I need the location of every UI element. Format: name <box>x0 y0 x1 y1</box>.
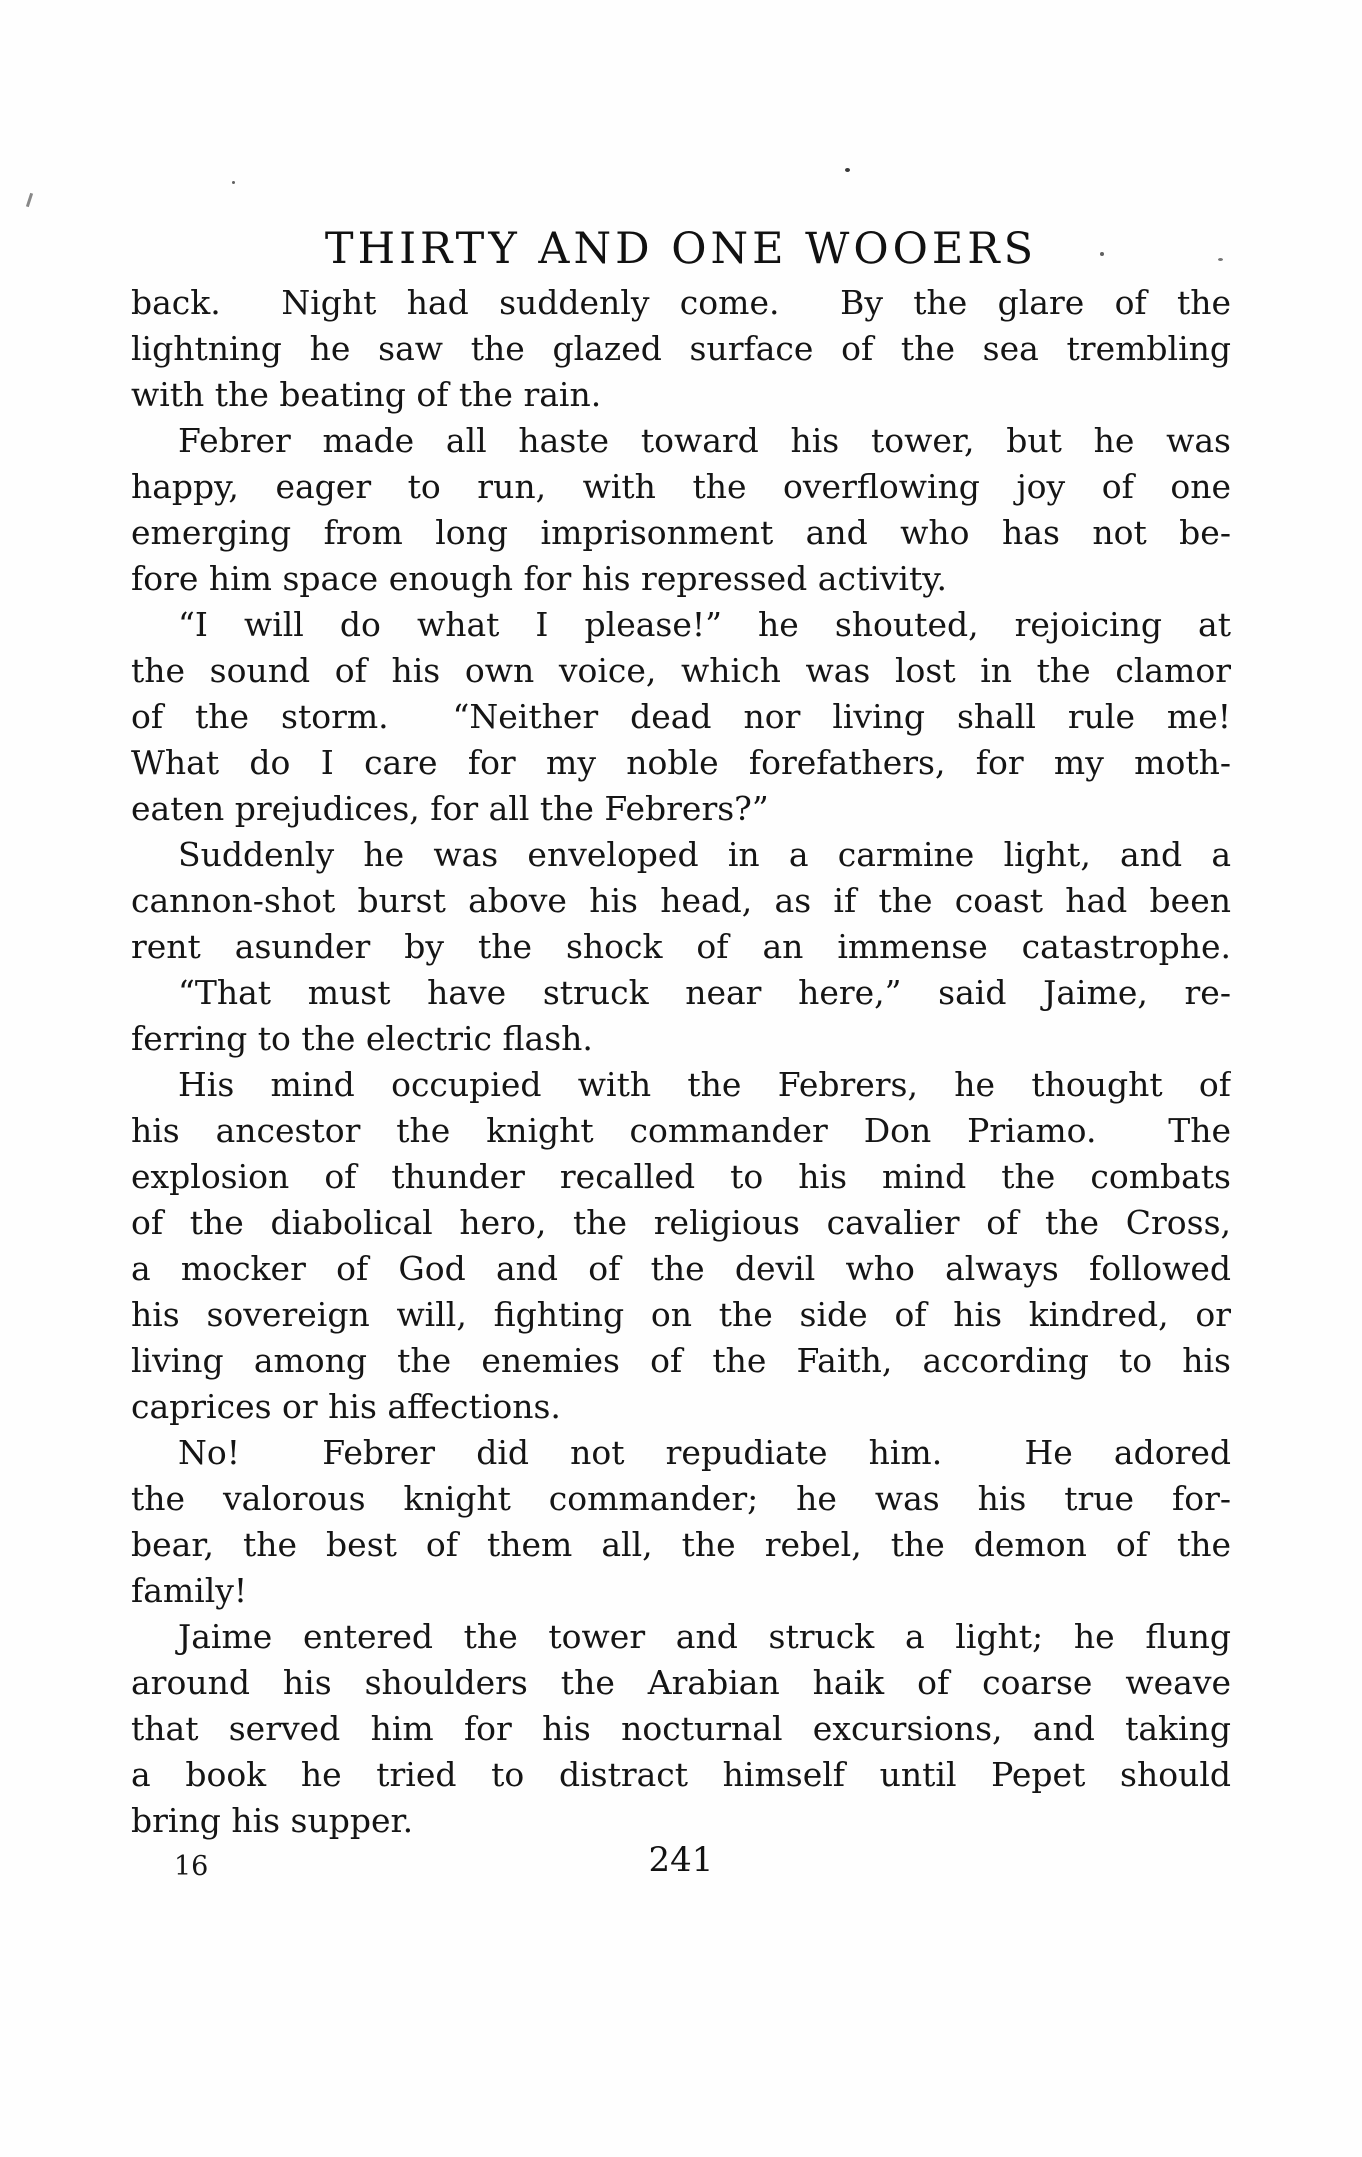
text-line: Suddenly he was enveloped in a carmine light, and a <box>178 835 1231 874</box>
text-line: rent asunder by the shock of an immense catastrophe. <box>131 927 1231 966</box>
scan-speck <box>845 168 850 172</box>
signature-number: 16 <box>174 1851 209 1882</box>
text-line: his ancestor the knight commander Don Priamo. The <box>131 1111 1231 1150</box>
text-line: lightning he saw the glazed surface of the sea trembling <box>131 329 1231 368</box>
text-line: Jaime entered the tower and struck a light; he flung <box>178 1617 1231 1656</box>
text-line: family! <box>131 1571 248 1610</box>
text-line: the valorous knight commander; he was his true for- <box>131 1479 1231 1518</box>
page-number: 241 <box>648 1840 714 1880</box>
text-line: caprices or his affections. <box>131 1387 561 1426</box>
page-title: THIRTY AND ONE WOOERS <box>324 224 1038 274</box>
text-line: his sovereign will, fighting on the side of his kindred, or <box>131 1295 1231 1334</box>
text-line: “I will do what I please!” he shouted, rejoicing at <box>178 605 1231 644</box>
text-line: emerging from long imprisonment and who has not be- <box>131 513 1231 552</box>
text-line: with the beating of the rain. <box>131 375 602 414</box>
text-line: around his shoulders the Arabian haik of coarse weave <box>131 1663 1231 1702</box>
text-line: the sound of his own voice, which was lost in the clamor <box>131 651 1231 690</box>
text-line: bring his supper. <box>131 1801 414 1840</box>
text-line: “That must have struck near here,” said Jaime, re- <box>178 973 1231 1012</box>
scan-speck <box>232 181 235 184</box>
text-line: of the diabolical hero, the religious cavalier of the Cross, <box>131 1203 1231 1242</box>
text-line: of the storm. “Neither dead nor living shall rule me! <box>131 697 1231 736</box>
scan-mark <box>26 193 33 207</box>
text-line: No! Febrer did not repudiate him. He adored <box>178 1433 1231 1472</box>
text-line: eaten prejudices, for all the Febrers?” <box>131 789 769 828</box>
text-line: His mind occupied with the Febrers, he thought of <box>178 1065 1231 1104</box>
text-line: What do I care for my noble forefathers, for my moth- <box>131 743 1231 782</box>
scan-speck <box>1218 258 1223 261</box>
text-line: fore him space enough for his repressed activity. <box>131 559 947 598</box>
text-line: bear, the best of them all, the rebel, the demon of the <box>131 1525 1231 1564</box>
text-line: back. Night had suddenly come. By the glare of the <box>131 283 1231 322</box>
text-line: a book he tried to distract himself until Pepet should <box>131 1755 1231 1794</box>
text-line: living among the enemies of the Faith, according to his <box>131 1341 1231 1380</box>
text-line: a mocker of God and of the devil who always followed <box>131 1249 1231 1288</box>
scan-speck <box>1100 252 1104 256</box>
text-line: happy, eager to run, with the overflowing joy of one <box>131 467 1231 506</box>
text-line: that served him for his nocturnal excursions, and taking <box>131 1709 1231 1748</box>
text-line: ferring to the electric flash. <box>131 1019 593 1058</box>
text-line: Febrer made all haste toward his tower, but he was <box>178 421 1231 460</box>
body-text <box>131 280 1231 1844</box>
text-line: explosion of thunder recalled to his mind the combats <box>131 1157 1231 1196</box>
text-line: cannon-shot burst above his head, as if the coast had been <box>131 881 1231 920</box>
